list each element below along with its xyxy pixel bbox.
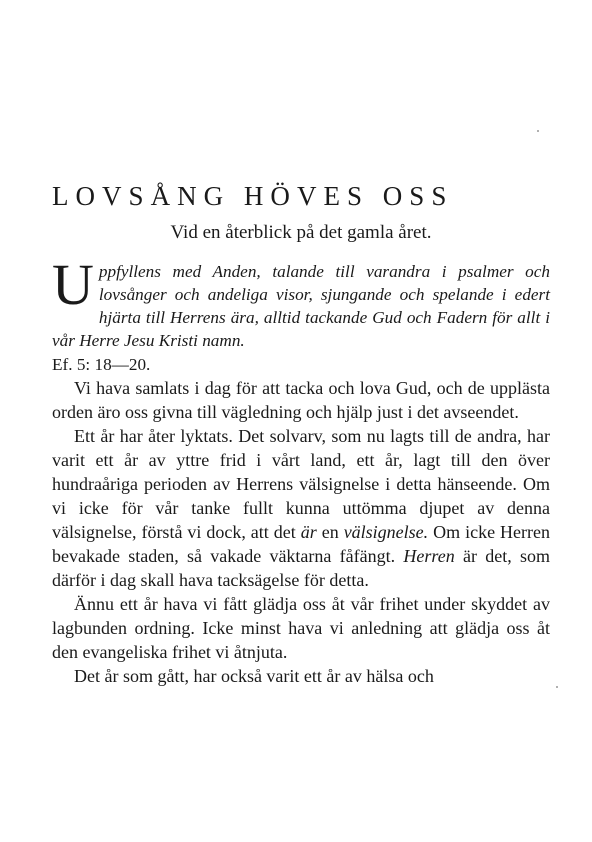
paragraph-1: Vi hava samlats i dag för att tacka och lova Gud, och de upplästa orden äro oss givna till vägledning och hjälp just i det avseendet. xyxy=(52,378,550,422)
paragraph-2 xyxy=(52,424,550,592)
paragraph-2-text-a: Ett år har åter lyktats. Det solvarv, som nu lagts till de andra, har varit ett år av yttre frid i vårt land, ett år, lagt till den över hundraåriga perioden av Herrens välsignelse i detta hänseende. Om vi icke för vår tanke fullt kunna uttömma djupet av denna välsignelse, förstå vi dock, att det xyxy=(52,426,550,542)
paragraph-2-text-e: Om icke Herren bevakade staden, så vakade väktarna fåfängt. xyxy=(52,522,551,566)
epigraph-text: ppfyllens med Anden, talande till varandra i psalmer och lovsånger och andeliga visor, sjungande och spelande i edert hjärta till Herrens ära, alltid tackande Gud och Fadern för allt i vår Herre Jesu Kristi namn. xyxy=(52,262,550,350)
paragraph-3: Ännu ett år hava vi fått glädja oss åt vår frihet under skyddet av lagbunden ordning. Icke minst hava vi anledning att glädja oss åt den evangeliska frihet vi åtnjuta. xyxy=(52,594,550,662)
emphasis-ar: är xyxy=(300,522,317,542)
paragraph-2-text-c: en xyxy=(321,522,339,542)
scripture-reference: Ef. 5: 18—20. xyxy=(52,355,151,374)
emphasis-herren: Herren xyxy=(403,546,455,566)
drop-cap: U xyxy=(52,252,94,317)
paper-speck xyxy=(556,686,558,688)
chapter-subtitle: Vid en återblick på det gamla året. xyxy=(170,222,432,243)
chapter-title: LOVSÅNG HÖVES OSS xyxy=(52,181,454,211)
epigraph xyxy=(52,252,550,376)
emphasis-valsignelse: välsignelse. xyxy=(343,522,429,542)
page-content xyxy=(52,180,550,688)
paragraph-4: Det år som gått, har också varit ett år av hälsa och xyxy=(74,666,434,686)
paper-speck xyxy=(537,130,539,132)
paragraph-2-text-g: är det, som därför i dag skall hava tacksägelse för detta. xyxy=(52,546,551,590)
